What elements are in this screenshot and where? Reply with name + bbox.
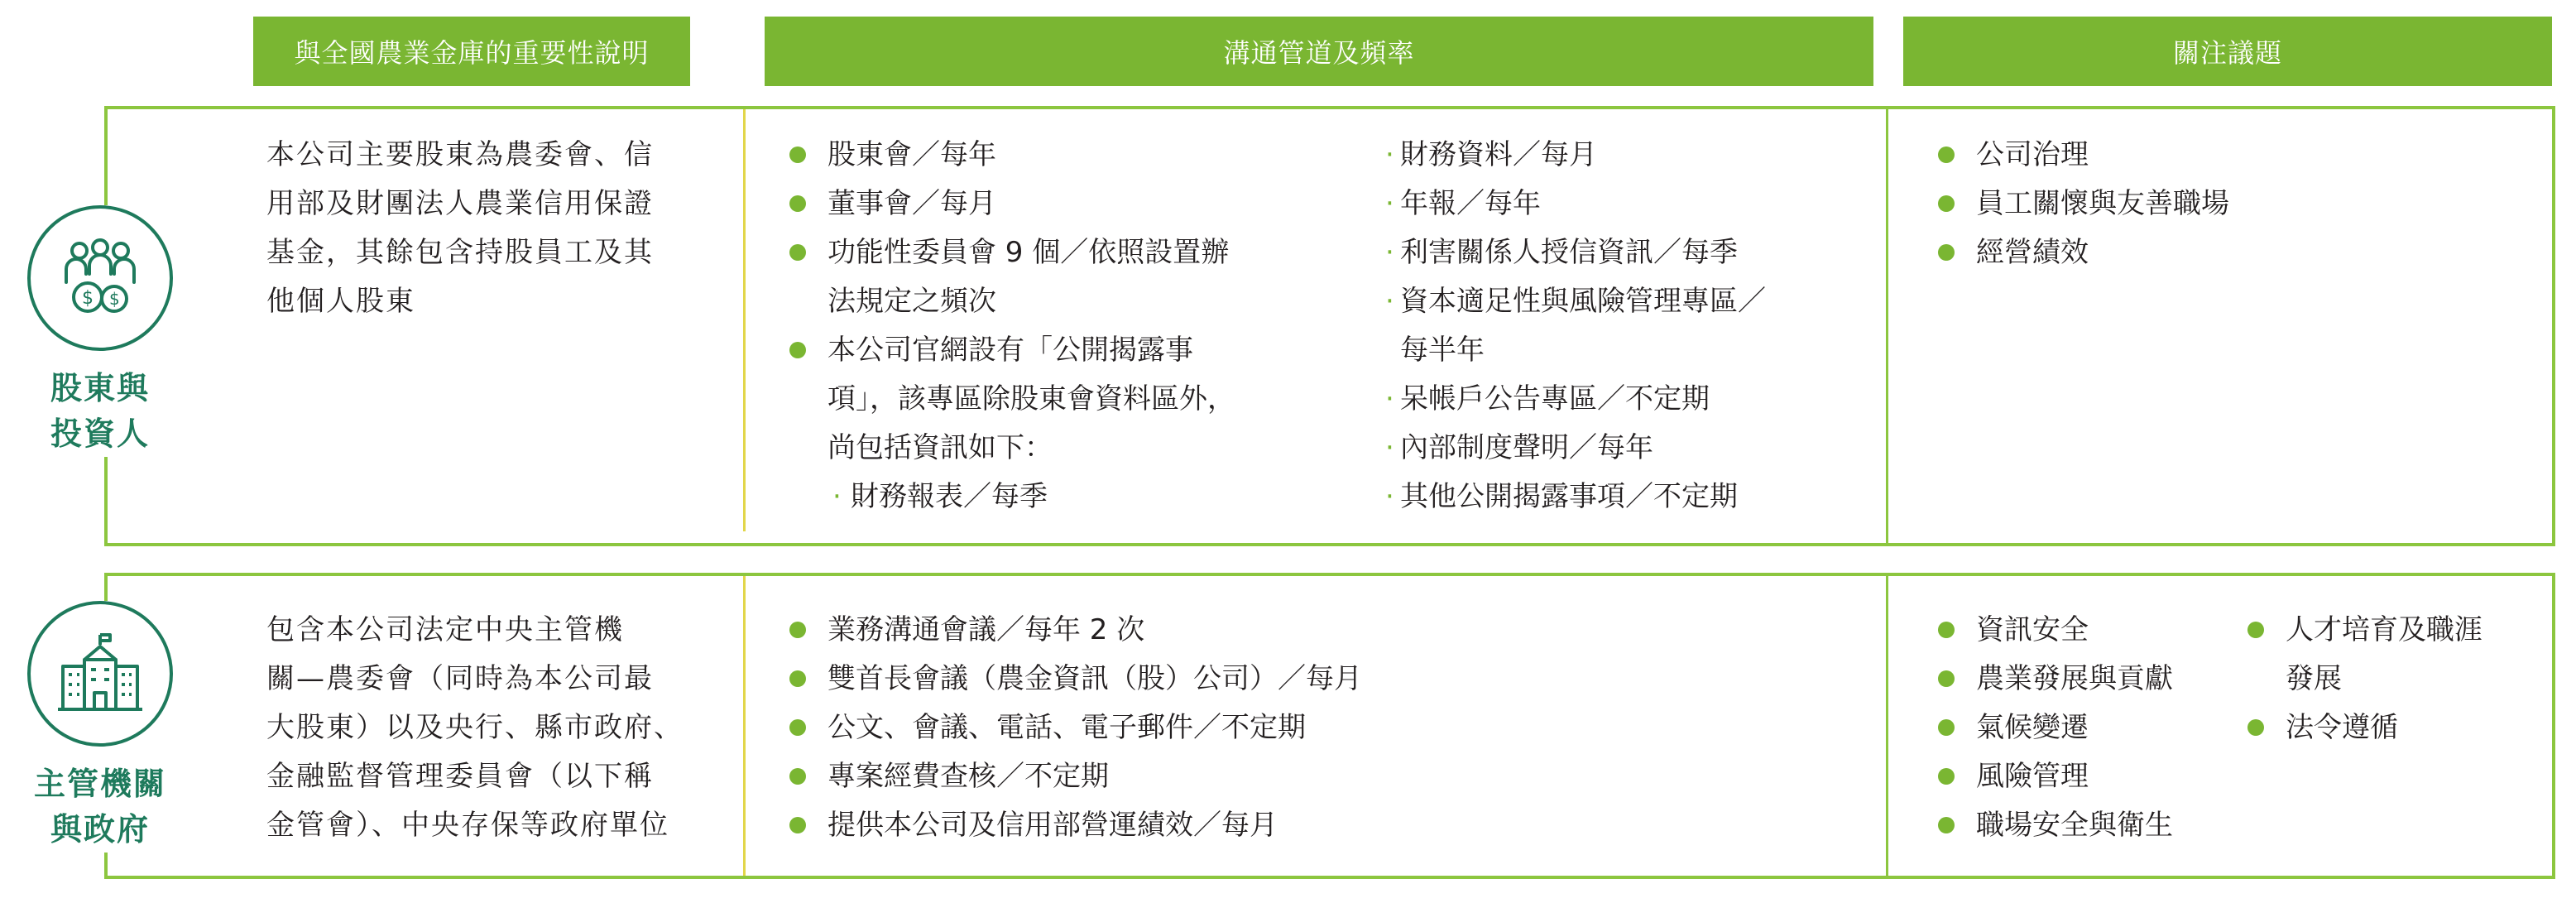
svg-text:$: $ (82, 288, 94, 309)
divider (743, 576, 746, 876)
list-item: · 資本適足性與風險管理專區／ (1379, 277, 1875, 326)
list-item: 董事會／每月 (784, 180, 1331, 228)
list-item: · 其他公開揭露事項／不定期 (1379, 473, 1875, 521)
list-item: 員工關懷與友善職場 (1933, 180, 2512, 228)
list-item: 發展 (2286, 662, 2342, 695)
list-item: 業務溝通會議／每年 2 次 (784, 606, 1860, 655)
list-item: · 利害關係人授信資訊／每季 (1379, 228, 1875, 277)
text-line: 關—農委會（同時為本公司最 (266, 662, 654, 695)
list-item: 人才培育及職涯 (2243, 606, 2549, 655)
list-item: 項」，該專區除股東會資料區外， (827, 382, 1235, 415)
list-item: 雙首長會議（農金資訊（股）公司）／每月 (784, 655, 1860, 704)
divider (1886, 109, 1888, 543)
list-item: 農業發展與貢獻 (1933, 655, 2231, 704)
list-item: 功能性委員會 9 個／依照設置辦 (784, 228, 1331, 277)
list-item: 經營績效 (1933, 228, 2512, 277)
text-line: 金融監督管理委員會（以下稱 (266, 760, 654, 793)
list-item: 公文、會議、電話、電子郵件／不定期 (784, 704, 1860, 752)
text-line: 他個人股東 (266, 285, 415, 318)
channels-shareholders-right (1379, 131, 1875, 521)
list-item: 股東會／每年 (784, 131, 1331, 180)
stakeholder-name: 股東與 (50, 370, 150, 406)
list-item: 資訊安全 (1933, 606, 2231, 655)
text-line: 本公司主要股東為農委會、信 (266, 138, 654, 171)
text-line: 大股東）以及央行、縣市政府、 (266, 711, 684, 744)
stakeholder-government (22, 601, 179, 853)
list-item: 尚包括資訊如下： (827, 431, 1053, 464)
list-item: · 財務報表／每季 (784, 473, 1331, 521)
divider (743, 109, 746, 531)
channels-shareholders-left (784, 131, 1331, 521)
list-item: 風險管理 (1933, 752, 2231, 801)
list-item: · 財務資料／每月 (1379, 131, 1875, 180)
topics-government-right (2243, 606, 2549, 752)
text-line: 金管會）、中央存保等政府單位 (266, 809, 669, 842)
text-line: 基金，其餘包含持股員工及其 (266, 236, 654, 269)
list-item: 職場安全與衛生 (1933, 801, 2231, 850)
list-item: 法規定之頻次 (827, 285, 996, 318)
stakeholder-name: 投資人 (50, 415, 150, 452)
stakeholder-name: 與政府 (50, 811, 150, 848)
government-building-icon (27, 601, 173, 747)
divider (1886, 576, 1888, 876)
list-item: 法令遵循 (2243, 704, 2549, 752)
header-topics: 關注議題 (1903, 17, 2552, 86)
stakeholder-shareholders (22, 205, 179, 457)
svg-text:$: $ (109, 289, 120, 309)
stakeholder-name: 主管機關 (33, 766, 166, 802)
channels-government (784, 606, 1860, 850)
topics-government-left (1933, 606, 2231, 850)
list-item: 公司治理 (1933, 131, 2512, 180)
list-item: · 年報／每年 (1379, 180, 1875, 228)
list-item: 每半年 (1400, 334, 1485, 367)
list-item: 氣候變遷 (1933, 704, 2231, 752)
investors-coins-icon (27, 205, 173, 351)
list-item: 本公司官網設有「公開揭露事 (784, 326, 1331, 375)
list-item: 提供本公司及信用部營運績效／每月 (784, 801, 1860, 850)
list-item: · 呆帳戶公告專區／不定期 (1379, 375, 1875, 424)
list-item: · 內部制度聲明／每年 (1379, 424, 1875, 473)
importance-shareholders (266, 131, 713, 326)
header-importance: 與全國農業金庫的重要性說明 (253, 17, 690, 86)
text-line: 包含本公司法定中央主管機 (266, 613, 624, 646)
topics-shareholders (1933, 131, 2512, 277)
text-line: 用部及財團法人農業信用保證 (266, 187, 654, 220)
list-item: 專案經費查核／不定期 (784, 752, 1860, 801)
header-channels: 溝通管道及頻率 (765, 17, 1873, 86)
importance-government (266, 606, 730, 850)
